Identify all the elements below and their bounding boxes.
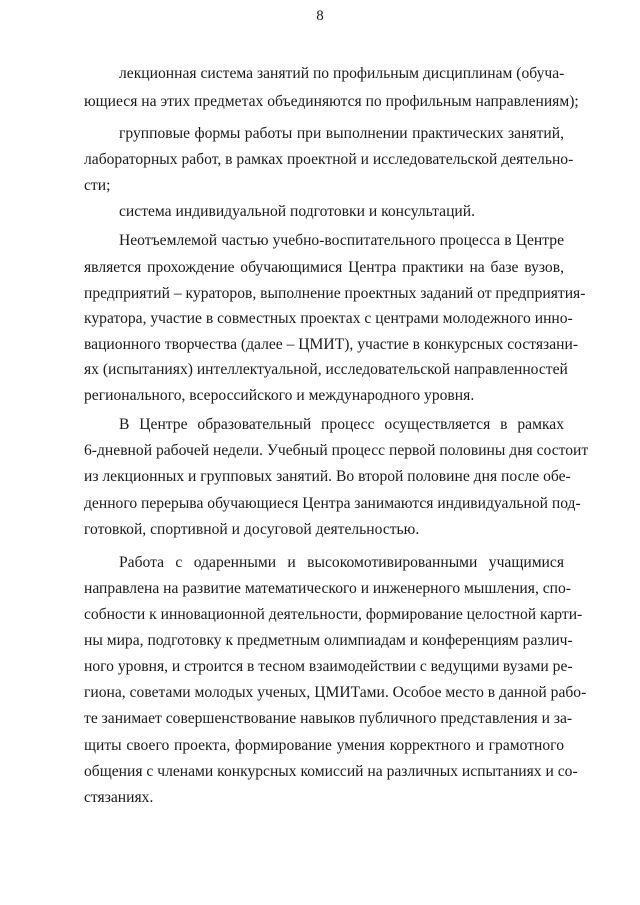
text-line: стязаниях. [84, 789, 154, 806]
text-line: лабораторных работ, в рамках проектной и исследовательской деятельно- [84, 151, 574, 168]
text-line: гиона, советами молодых ученых, ЦМИТами. Особое место в данной рабо- [84, 684, 587, 701]
text-line: направлена на развитие математического и инженерного мышления, спо- [84, 580, 571, 597]
text-line: денного перерыва обучающиеся Центра занимаются индивидуальной под- [84, 495, 581, 512]
text-line: вационного творчества (далее – ЦМИТ), участие в конкурсных состязани- [84, 336, 579, 353]
text-line: куратора, участие в совместных проектах с центрами молодежного инно- [84, 310, 573, 327]
text-line: групповые формы работы при выполнении практических занятий, [119, 125, 564, 142]
text-line: лекционная система занятий по профильным дисциплинам (обуча- [119, 65, 565, 82]
text-line: Неотъемлемой частью учебно-воспитательного процесса в Центре [119, 232, 564, 249]
text-line: ющиеся на этих предметах объединяются по профильным направлениям); [84, 93, 579, 110]
text-line: общения с членами конкурсных комиссий на различных испытаниях и со- [84, 763, 578, 780]
text-line: собности к инновационной деятельности, формирование целостной карти- [84, 606, 583, 623]
text-line: ях (испытаниях) интеллектуальной, исследовательской направленностей [84, 361, 568, 378]
text-line: те занимает совершенствование навыков публичного представления и за- [84, 710, 573, 727]
page-number: 8 [316, 8, 324, 24]
text-line: В Центре образовательный процесс осуществляется в рамках [119, 416, 564, 433]
text-line: 6-дневной рабочей недели. Учебный процесс первой половины дня состоит [84, 442, 589, 459]
text-line: система индивидуальной подготовки и консультаций. [119, 203, 476, 220]
text-line: регионального, всероссийского и международного уровня. [84, 387, 475, 404]
text-line: ного уровня, и строится в тесном взаимодействии с ведущими вузами ре- [84, 658, 573, 675]
text-line: готовкой, спортивной и досуговой деятельностью. [84, 521, 420, 538]
text-line: является прохождение обучающимися Центра практики на базе вузов, [84, 259, 564, 276]
text-line: Работа с одаренными и высокомотивированными учащимися [119, 554, 564, 571]
text-line: предприятий – кураторов, выполнение проектных заданий от предприятия- [84, 285, 586, 302]
text-line: ны мира, подготовку к предметным олимпиадам и конференциям различ- [84, 632, 573, 649]
text-line: сти; [84, 177, 111, 194]
text-line: щиты своего проекта, формирование умения корректного и грамотного [84, 737, 564, 754]
text-line: из лекционных и групповых занятий. Во второй половине дня после обе- [84, 468, 571, 485]
